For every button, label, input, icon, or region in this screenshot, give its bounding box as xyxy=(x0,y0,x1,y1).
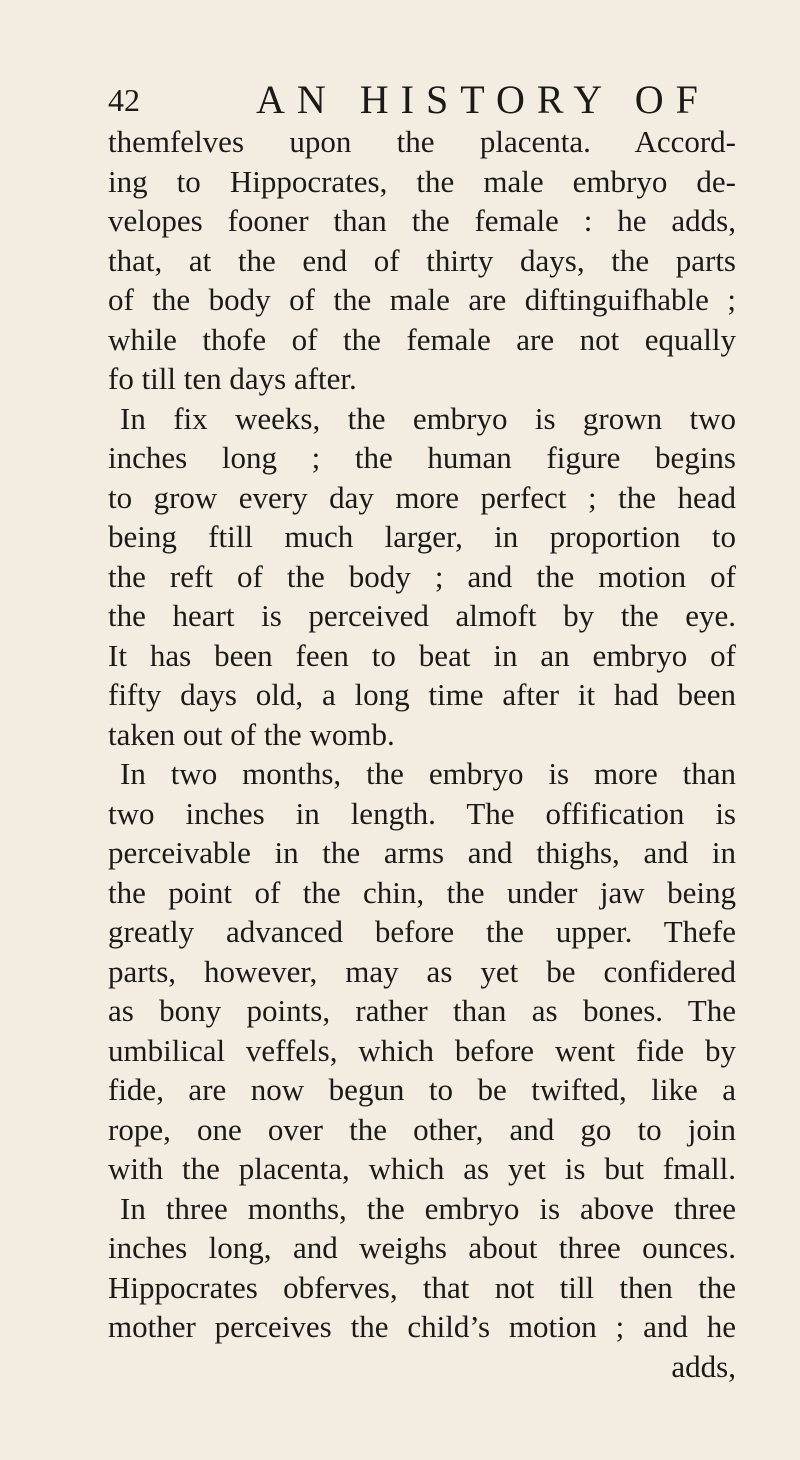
body-text xyxy=(108,122,736,1386)
text-line: being ftill much larger, in proportion to xyxy=(108,519,736,554)
text-line: inches long ; the human figure begins xyxy=(108,440,736,475)
text-line: as bony points, rather than as bones. The xyxy=(108,993,736,1028)
text-line: ing to Hippocrates, the male embryo de- xyxy=(108,163,736,199)
text-line: of the body of the male are diftinguifhable ; xyxy=(108,282,736,317)
text-line: themfelves upon the placenta. Accord- xyxy=(108,124,736,159)
catchword: adds, xyxy=(671,1348,736,1384)
text-line: fo till ten days after. xyxy=(108,361,357,396)
text-line: velopes fooner than the female : he adds, xyxy=(108,203,736,238)
page-header xyxy=(108,76,720,126)
text-line: fifty days old, a long time after it had been xyxy=(108,677,736,712)
text-line: rope, one over the other, and go to join xyxy=(108,1111,736,1147)
running-head: AN HISTORY OF xyxy=(256,77,710,122)
text-line: It has been feen to beat in an embryo of xyxy=(108,637,736,673)
text-line: mother perceives the child’s motion ; and he xyxy=(108,1309,736,1344)
text-line: taken out of the womb. xyxy=(108,716,395,752)
text-line: the reft of the body ; and the motion of xyxy=(108,558,736,594)
text-line: the point of the chin, the under jaw being xyxy=(108,874,736,910)
text-line: two inches in length. The offification is xyxy=(108,795,736,831)
text-line: parts, however, may as yet be confidered xyxy=(108,953,736,989)
text-line: the heart is perceived almoft by the eye. xyxy=(108,598,736,633)
text-line: while thofe of the female are not equally xyxy=(108,321,736,357)
paragraph-start-line: In two months, the embryo is more than xyxy=(120,756,736,791)
page-number: 42 xyxy=(108,82,140,118)
text-line: that, at the end of thirty days, the parts xyxy=(108,242,736,278)
text-line: perceivable in the arms and thighs, and in xyxy=(108,835,736,870)
paragraph-start-line: In fix weeks, the embryo is grown two xyxy=(120,400,736,436)
text-line: inches long, and weighs about three ounces. xyxy=(108,1230,736,1265)
text-line: with the placenta, which as yet is but fmall. xyxy=(108,1151,736,1186)
text-line: umbilical veffels, which before went fide by xyxy=(108,1032,736,1068)
text-line: to grow every day more perfect ; the head xyxy=(108,479,736,515)
text-line: greatly advanced before the upper. Thefe xyxy=(108,914,736,949)
text-line: fide, are now begun to be twifted, like a xyxy=(108,1072,736,1107)
text-line: Hippocrates obferves, that not till then the xyxy=(108,1269,736,1305)
paragraph-start-line: In three months, the embryo is above three xyxy=(120,1190,736,1226)
